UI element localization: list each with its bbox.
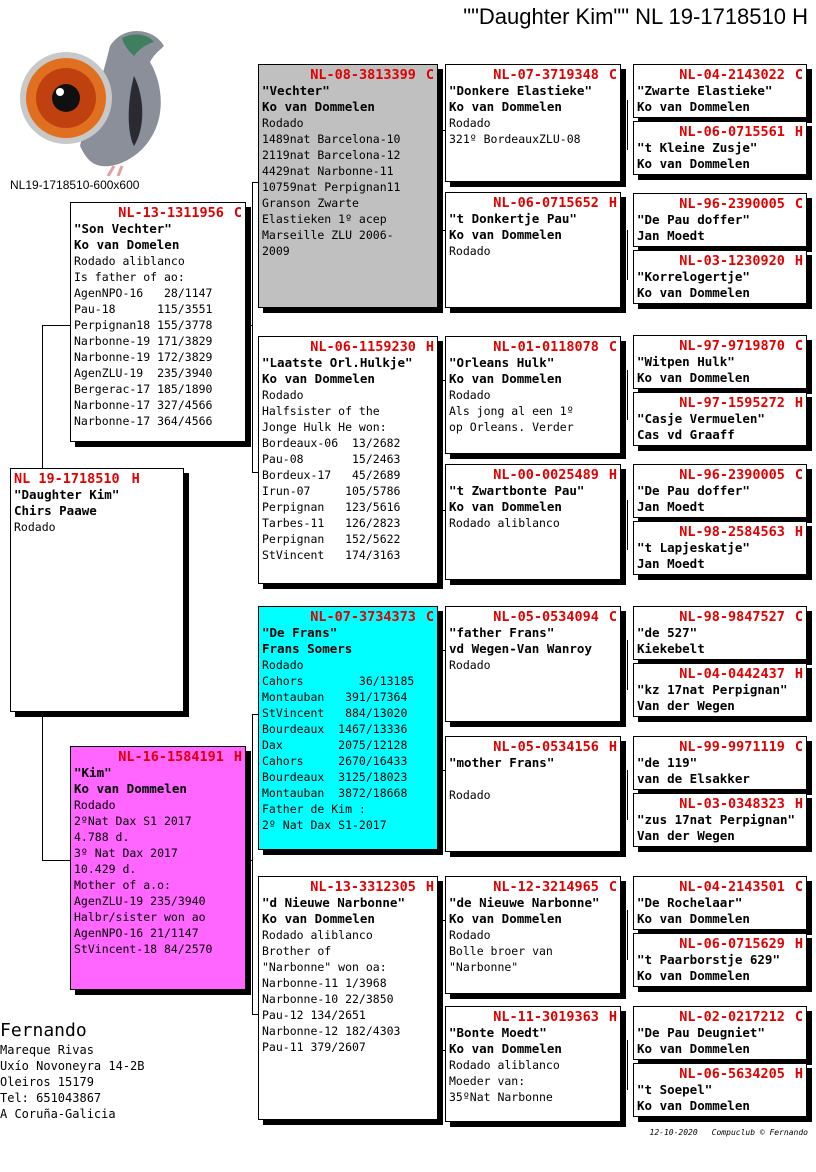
pedigree-title: ""Daughter Kim"" NL 19-1718510 H [463, 4, 808, 29]
pigeon-info: Rodado aliblanco [449, 516, 560, 530]
connector-line [627, 370, 628, 420]
pigeon-card-h4[interactable] [633, 250, 807, 304]
pigeon-card-h15[interactable] [633, 1006, 807, 1060]
owner-address [0, 1020, 145, 1122]
pigeon-name: "de Nieuwe Narbonne" [449, 895, 600, 910]
pigeon-card-h14[interactable] [633, 933, 807, 987]
breeder-name: Jan Moedt [637, 556, 705, 571]
ring-number: NL-06-0715561 H [679, 124, 803, 140]
pigeon-card-h8[interactable] [633, 521, 807, 575]
breeder-name: Ko van Dommelen [449, 1041, 562, 1056]
pigeon-name: "Zwarte Elastieke" [637, 83, 773, 98]
owner-street2: Uxío Novoneyra 14-2B [0, 1059, 145, 1073]
pigeon-info: Rodado [449, 658, 491, 672]
connector-line [627, 500, 628, 550]
pigeon-card-h6[interactable] [633, 392, 807, 446]
connector-line [252, 714, 253, 1014]
pigeon-name: "t Lapjeskatje" [637, 540, 750, 555]
ring-number: NL-13-3312305 H [310, 879, 434, 895]
pigeon-info: Rodado 321º BordeauxZLU-08 [449, 116, 581, 146]
pigeon-name: "mother Frans" [449, 755, 555, 770]
connector-line [627, 770, 628, 820]
pigeon-card-h7[interactable] [633, 464, 807, 518]
ring-number: NL-98-2584563 H [679, 524, 803, 540]
connector-line [627, 100, 628, 150]
ring-number: NL-97-9719870 C [679, 338, 803, 354]
ring-number: NL-04-0442437 H [679, 666, 803, 682]
breeder-name: Ko van Dommelen [74, 781, 187, 796]
pigeon-card-g8[interactable] [445, 1006, 621, 1122]
pigeon-card-g1[interactable] [445, 64, 621, 182]
connector-line [627, 230, 628, 280]
pigeon-info: Rodado [14, 520, 56, 534]
pigeon-name: "Orleans Hulk" [449, 355, 555, 370]
breeder-name: Ko van Dommelen [637, 1098, 750, 1113]
pigeon-photo [14, 16, 174, 176]
pigeon-card-h12[interactable] [633, 793, 807, 847]
pigeon-name: "Donkere Elastieke" [449, 83, 592, 98]
pigeon-name: "t Zwartbonte Pau" [449, 483, 585, 498]
pigeon-name: "De Frans" [262, 625, 338, 640]
pigeon-info: Rodado aliblanco Moeder van: 35ºNat Narbonne [449, 1058, 560, 1104]
pigeon-name: "Daughter Kim" [14, 487, 120, 502]
breeder-name: van de Elsakker [637, 771, 750, 786]
ring-number: NL-01-0118078 C [493, 339, 617, 355]
breeder-name: Ko van Dommelen [637, 156, 750, 171]
pigeon-card-g3[interactable] [445, 336, 621, 454]
pigeon-name: "Bonte Moedt" [449, 1025, 547, 1040]
breeder-name: Jan Moedt [637, 228, 705, 243]
pigeon-card-h3[interactable] [633, 193, 807, 247]
breeder-name: Ko van Dommelen [449, 227, 562, 242]
breeder-name: Ko van Domelen [74, 237, 180, 252]
footer-credit: Compuclub © Fernando [711, 1128, 808, 1137]
breeder-name: Ko van Dommelen [637, 1041, 750, 1056]
pigeon-card-h5[interactable] [633, 335, 807, 389]
pigeon-name: "Casje Vermuelen" [637, 411, 765, 426]
pigeon-card-g2[interactable] [445, 192, 621, 308]
ring-number: NL-06-0715652 H [493, 195, 617, 211]
connector-line [439, 650, 440, 770]
ring-number: NL-08-3813399 C [310, 67, 434, 83]
pigeon-name: "d Nieuwe Narbonne" [262, 895, 405, 910]
ring-number: NL-02-0217212 C [679, 1009, 803, 1025]
pigeon-info: Rodado Bolle broer van "Narbonne" [449, 928, 553, 974]
breeder-name: Jan Moedt [637, 499, 705, 514]
pigeon-name: "Kim" [74, 765, 112, 780]
pigeon-card-g7[interactable] [445, 876, 621, 994]
ring-number: NL-00-0025489 H [493, 467, 617, 483]
breeder-name: Ko van Dommelen [449, 911, 562, 926]
pigeon-name: "de 527" [637, 625, 698, 640]
pigeon-card-h2[interactable] [633, 121, 807, 175]
photo-caption: NL19-1718510-600x600 [10, 178, 140, 192]
connector-line [42, 860, 70, 861]
connector-line [42, 710, 43, 860]
pigeon-info: Rodado Halfsister of the Jonge Hulk He won: Bordeaux-06 13/2682 Pau-08 15/2463 Bordeux-17 45/2689 Irun-07 105/5786 Perpignan 123/5616 Tarbes-11 126/2823 Perpignan 152/5622 StVincent 174/3163 [262, 388, 401, 562]
ring-number: NL-05-0534094 C [493, 609, 617, 625]
pigeon-name: "t Kleine Zusje" [637, 140, 758, 155]
pigeon-name: "De Rochelaar" [637, 895, 743, 910]
pigeon-card-dam-sire[interactable] [258, 606, 438, 850]
ring-number: NL-99-9971119 C [679, 739, 803, 755]
ring-number: NL-05-0534156 H [493, 739, 617, 755]
ring-number: NL-07-3719348 C [493, 67, 617, 83]
ring-number: NL-12-3214965 C [493, 879, 617, 895]
pigeon-name: "father Frans" [449, 625, 555, 640]
owner-tel: Tel: 651043867 [0, 1091, 102, 1105]
pigeon-info: Rodado [449, 788, 491, 802]
breeder-name: Ko van Dommelen [262, 99, 375, 114]
pigeon-card-h16[interactable] [633, 1063, 807, 1117]
pigeon-name: "Korrelogertje" [637, 269, 750, 284]
pigeon-name: "De Pau Deugniet" [637, 1025, 765, 1040]
ring-number: NL-96-2390005 C [679, 467, 803, 483]
pigeon-name: "Laatste Orl.Hulkje" [262, 355, 413, 370]
ring-number: NL 19-1718510 H [14, 471, 140, 487]
pigeon-card-subject[interactable] [10, 468, 184, 712]
pigeon-card-h11[interactable] [633, 736, 807, 790]
breeder-name: Ko van Dommelen [637, 99, 750, 114]
breeder-name: vd Wegen-Van Wanroy [449, 641, 592, 656]
pigeon-card-sire-dam[interactable] [258, 336, 438, 584]
connector-line [627, 1040, 628, 1090]
pigeon-card-dam[interactable] [70, 746, 246, 990]
pigeon-name: "Witpen Hulk" [637, 354, 735, 369]
breeder-name: Ko van Dommelen [449, 499, 562, 514]
pigeon-name: "t Donkertje Pau" [449, 211, 577, 226]
breeder-name: Frans Somers [262, 641, 353, 656]
pigeon-card-g5[interactable] [445, 606, 621, 722]
connector-line [439, 380, 440, 510]
breeder-name: Ko van Dommelen [637, 911, 750, 926]
pigeon-info: Rodado 2ºNat Dax S1 2017 4.788 d. 3º Nat Dax 2017 10.429 d. Mother of a.o: AgenZLU-19 235/3940 Halbr/sister won ao AgenNPO-16 21/1147 StVincent-18 84/2570 [74, 798, 213, 956]
footer [636, 1128, 809, 1137]
pigeon-info: Rodado Cahors 36/13185 Montauban 391/17364 StVincent 884/13020 Bourdeaux 1467/13336 Dax 2075/12128 Cahors 2670/16433 Bourdeaux 3125/18023 Montauban 3872/18668 Father de Kim : 2º Nat Dax S1-2017 [262, 658, 415, 832]
breeder-name: Ko van Dommelen [449, 99, 562, 114]
footer-date: 12-10-2020 [649, 1128, 698, 1137]
pigeon-card-h10[interactable] [633, 663, 807, 717]
pigeon-name: "De Pau doffer" [637, 483, 750, 498]
connector-line [627, 910, 628, 960]
owner-street1: Mareque Rivas [0, 1043, 94, 1057]
pigeon-card-h13[interactable] [633, 876, 807, 930]
owner-region: A Coruña-Galicia [0, 1107, 116, 1121]
breeder-name: Chirs Paawe [14, 503, 97, 518]
ring-number: NL-03-1230920 H [679, 253, 803, 269]
ring-number: NL-06-1159230 H [310, 339, 434, 355]
pigeon-card-sire-sire[interactable] [258, 64, 438, 308]
ring-number: NL-98-9847527 C [679, 609, 803, 625]
pigeon-card-dam-dam[interactable] [258, 876, 438, 1120]
breeder-name: Cas vd Graaff [637, 427, 735, 442]
breeder-name: Ko van Dommelen [637, 285, 750, 300]
ring-number: NL-04-2143501 C [679, 879, 803, 895]
pigeon-name: "zus 17nat Perpignan" [637, 812, 796, 827]
breeder-name: Ko van Dommelen [449, 371, 562, 386]
pigeon-card-g4[interactable] [445, 464, 621, 580]
pigeon-info: Rodado Als jong al een 1º op Orleans. Verder [449, 388, 574, 434]
breeder-name: Ko van Dommelen [262, 911, 375, 926]
breeder-name: Van der Wegen [637, 698, 735, 713]
ring-number: NL-16-1584191 H [118, 749, 242, 765]
connector-line [42, 325, 43, 468]
pigeon-name: "t Soepel" [637, 1082, 713, 1097]
connector-line [439, 130, 440, 230]
connector-line [252, 182, 253, 472]
ring-number: NL-06-0715629 H [679, 936, 803, 952]
ring-number: NL-11-3019363 H [493, 1009, 617, 1025]
connector-line [627, 640, 628, 690]
pigeon-name: "de 119" [637, 755, 698, 770]
pigeon-name: "t Paarborstje 629" [637, 952, 780, 967]
ring-number: NL-04-2143022 C [679, 67, 803, 83]
ring-number: NL-13-1311956 C [118, 205, 242, 221]
ring-number: NL-97-1595272 H [679, 395, 803, 411]
pigeon-card-g6[interactable] [445, 736, 621, 852]
pigeon-info: Rodado [449, 244, 491, 258]
breeder-name: Van der Wegen [637, 828, 735, 843]
pigeon-name: "Vechter" [262, 83, 330, 98]
breeder-name: Ko van Dommelen [637, 370, 750, 385]
breeder-name: Kiekebelt [637, 641, 705, 656]
breeder-name: Ko van Dommelen [262, 371, 375, 386]
pigeon-info: Rodado aliblanco Is father of ao: AgenNPO-16 28/1147 Pau-18 115/3551 Perpignan18 155/3778 Narbonne-19 171/3829 Narbonne-19 172/3829 AgenZLU-19 235/3940 Bergerac-17 185/1890 Narbonne-17 327/4566 Narbonne-17 364/4566 [74, 254, 213, 428]
ring-number: NL-06-5634205 H [679, 1066, 803, 1082]
ring-number: NL-96-2390005 C [679, 196, 803, 212]
pigeon-card-h9[interactable] [633, 606, 807, 660]
pigeon-info: Rodado aliblanco Brother of "Narbonne" won oa: Narbonne-11 1/3968 Narbonne-10 22/3850 Pau-12 134/2651 Narbonne-12 182/4303 Pau-11 379/2607 [262, 928, 401, 1054]
breeder-name: Ko van Dommelen [637, 968, 750, 983]
ring-number: NL-03-0348323 H [679, 796, 803, 812]
pigeon-name: "Son Vechter" [74, 221, 172, 236]
pigeon-info: Rodado 1489nat Barcelona-10 2119nat Barcelona-12 4429nat Narbonne-11 10759nat Perpignan11 Granson Zwarte Elastieken 1º acep Marseille ZLU 2006- 2009 [262, 116, 401, 258]
ring-number: NL-07-3734373 C [310, 609, 434, 625]
owner-city: Oleiros 15179 [0, 1075, 94, 1089]
owner-name: Fernando [0, 1020, 87, 1041]
pigeon-name: "kz 17nat Perpignan" [637, 682, 788, 697]
connector-line [439, 920, 440, 1050]
connector-line [42, 325, 70, 326]
pigeon-card-h1[interactable] [633, 64, 807, 118]
pigeon-card-sire[interactable] [70, 202, 246, 442]
pigeon-name: "De Pau doffer" [637, 212, 750, 227]
